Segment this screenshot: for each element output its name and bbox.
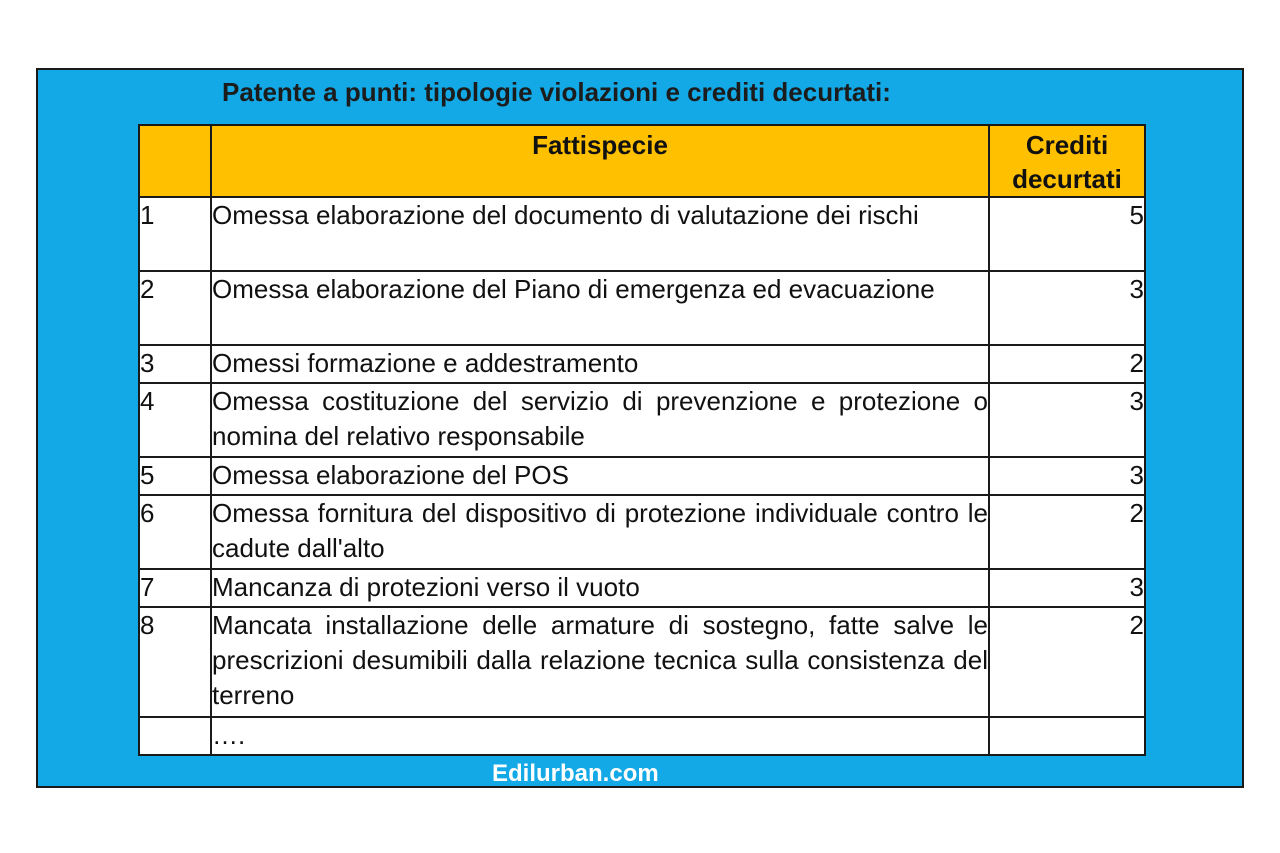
row-number: 3	[139, 345, 211, 383]
header-description: Fattispecie	[211, 125, 989, 197]
table-row	[139, 271, 1145, 345]
row-number: 4	[139, 383, 211, 457]
table-row	[139, 345, 1145, 383]
row-number: 6	[139, 495, 211, 569]
row-credits: 5	[989, 197, 1145, 271]
table-row	[139, 607, 1145, 717]
row-credits: 3	[989, 457, 1145, 495]
table-row	[139, 383, 1145, 457]
row-number: 7	[139, 569, 211, 607]
row-credits: 2	[989, 345, 1145, 383]
row-number	[139, 717, 211, 755]
row-description: Omessa elaborazione del Piano di emergenza ed evacuazione	[211, 271, 989, 345]
row-description: Omessa fornitura del dispositivo di protezione individuale contro le cadute dall'alto	[211, 495, 989, 569]
row-credits: 3	[989, 271, 1145, 345]
row-number: 8	[139, 607, 211, 717]
table-row	[139, 717, 1145, 755]
source-footer: Edilurban.com	[492, 760, 659, 787]
row-description: Omessa elaborazione del documento di valutazione dei rischi	[211, 197, 989, 271]
header-number	[139, 125, 211, 197]
table-row	[139, 197, 1145, 271]
row-credits: 3	[989, 569, 1145, 607]
violations-table	[138, 124, 1146, 756]
table-row	[139, 495, 1145, 569]
row-credits: 2	[989, 495, 1145, 569]
row-description: Omessa elaborazione del POS	[211, 457, 989, 495]
row-description: Mancanza di protezioni verso il vuoto	[211, 569, 989, 607]
row-description: Omessi formazione e addestramento	[211, 345, 989, 383]
row-number: 1	[139, 197, 211, 271]
row-credits: 3	[989, 383, 1145, 457]
row-number: 5	[139, 457, 211, 495]
row-description: ….	[211, 717, 989, 755]
row-credits	[989, 717, 1145, 755]
table-row	[139, 457, 1145, 495]
row-description: Mancata installazione delle armature di sostegno, fatte salve le prescrizioni desumibili dalla relazione tecnica sulla consistenza del terreno	[211, 607, 989, 717]
row-description: Omessa costituzione del servizio di prevenzione e protezione o nomina del relativo responsabile	[211, 383, 989, 457]
row-credits: 2	[989, 607, 1145, 717]
row-number: 2	[139, 271, 211, 345]
page-title: Patente a punti: tipologie violazioni e crediti decurtati:	[222, 77, 891, 107]
table-header-row	[139, 125, 1145, 197]
infographic-panel	[36, 68, 1244, 788]
table-row	[139, 569, 1145, 607]
header-credits: Crediti decurtati	[989, 125, 1145, 197]
